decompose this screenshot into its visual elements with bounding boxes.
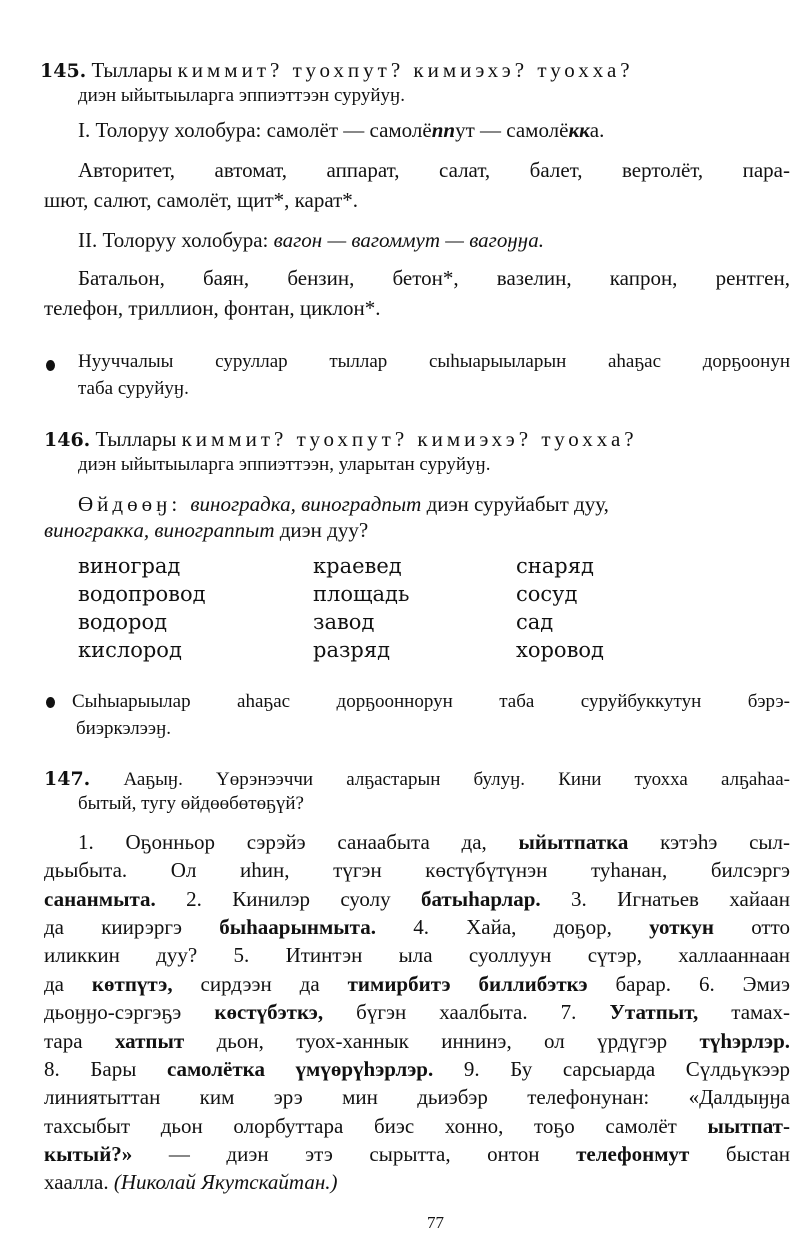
word: разряд <box>313 638 391 662</box>
text-line <box>78 828 790 856</box>
hint-line2 <box>44 516 368 544</box>
bold-word: уоткун <box>649 915 714 939</box>
model-text: ут — самолё <box>455 118 569 142</box>
text-segment: — диэн этэ сырытта, онтон <box>132 1142 577 1166</box>
bold-word: самолётка үмүөрүһэрлэр. <box>166 1057 434 1081</box>
text-line <box>44 885 790 913</box>
exercise-number: 147. <box>44 768 91 790</box>
exercise-145-heading <box>40 56 634 85</box>
model-text: I. Толоруу холобура: самолёт — самолё <box>78 118 432 142</box>
text-line <box>44 1055 790 1083</box>
text-segment: быстан <box>689 1142 790 1166</box>
text-line <box>44 856 790 884</box>
note-146-line2: биэркэлээӈ. <box>76 718 171 739</box>
word: завод <box>313 610 375 634</box>
text-segment: 9. Бу сарсыарда Сүлдьүкээр <box>433 1057 790 1081</box>
prompt-text: Тыллары <box>91 58 178 82</box>
text-segment: кэтэһэ сыл- <box>628 830 790 854</box>
text-line <box>44 1083 790 1111</box>
text-segment: барар. 6. Эмиэ <box>587 972 791 996</box>
model-I <box>78 116 604 144</box>
text-line <box>44 1027 790 1055</box>
text-segment: да <box>44 972 92 996</box>
bold-word: көтпүтэ, <box>91 972 173 996</box>
text-line <box>44 1168 337 1196</box>
text-line <box>44 913 790 941</box>
word: сад <box>516 610 554 634</box>
text-segment: 2. Кинилэр суолу <box>155 887 421 911</box>
exercise-number: 146. <box>44 429 91 451</box>
model-text: а. <box>589 118 605 142</box>
text-line <box>44 1112 790 1140</box>
bullet-icon <box>46 697 55 708</box>
words-I-line2: шют, салют, самолёт, щит*, карат*. <box>44 188 359 212</box>
note-146-line1: Сыһыарыылар аһаҕас дорҕооннорун таба суруйбуккутун бэрэ- <box>72 691 790 712</box>
word: сосуд <box>516 582 578 606</box>
word: хоровод <box>516 638 604 662</box>
bold-word: быһаарынмыта. <box>219 915 377 939</box>
text-segment: отто <box>714 915 790 939</box>
words-II-line1: Батальон, баян, бензин, бетон*, вазелин, капрон, рентген, <box>78 266 790 290</box>
exercise-number: 145. <box>40 60 87 82</box>
note-145-line2: таба суруйуӈ. <box>78 378 189 399</box>
text-segment: 8. Бары <box>44 1057 167 1081</box>
word: водопровод <box>78 582 206 606</box>
text-segment: тара <box>44 1029 115 1053</box>
exercise-146-heading <box>44 425 638 454</box>
text-segment: дьоӈӈо-сэргэҕэ <box>44 1000 215 1024</box>
text-line <box>44 970 790 998</box>
bold-word: сананмыта. <box>44 887 156 911</box>
word: кислород <box>78 638 182 662</box>
hint-text: диэн дуу? <box>274 518 369 542</box>
text-line <box>44 998 790 1026</box>
word: снаряд <box>516 554 594 578</box>
bold-word: батыһарлар. <box>420 887 541 911</box>
text-segment: линиятыттан ким эрэ мин дьиэбэр телефонунан: «Далдыӈӈа <box>44 1085 790 1109</box>
word: водород <box>78 610 168 634</box>
hint-example: виноградка, виноградпыт <box>190 492 422 516</box>
page-number: 77 <box>427 1213 444 1232</box>
text-segment: тахсыбыт дьон олорбуттара биэс хонно, тоҕо самолёт <box>44 1114 708 1138</box>
word: краевед <box>313 554 402 578</box>
text-segment: иликкин дуу? 5. Итинтэн ыла суоллуун сүтэр, халлааннаан <box>44 943 790 967</box>
bold-word: көстүбэткэ, <box>214 1000 324 1024</box>
model-example: вагон — вагоммут — вагоӈӈа. <box>273 228 544 252</box>
bullet-icon <box>46 360 55 371</box>
bold-word: тимирбитэ биллибэткэ <box>347 972 588 996</box>
text-segment: тамах- <box>698 1000 791 1024</box>
prompt-text: Ааҕыӈ. Үөрэнээччи алҕастарын булуӈ. Кини туохха алҕаһаа- <box>123 769 791 790</box>
model-II <box>78 226 544 254</box>
text-line <box>44 941 790 969</box>
bold-word: ыйытпатка <box>518 830 629 854</box>
bold-word: түһэрлэр. <box>699 1029 791 1053</box>
model-suffix: пп <box>431 118 456 142</box>
bold-word: ыытпат- <box>707 1114 790 1138</box>
exercise-146-prompt-line2: диэн ыйытыыларга эппиэттээн, уларытан суруйуӈ. <box>78 454 491 475</box>
hint-line1 <box>78 490 609 518</box>
source-citation: (Николай Якутскайтан.) <box>113 1170 338 1194</box>
bold-word: Утатпыт, <box>609 1000 699 1024</box>
text-segment: дьыбыта. Ол иһин, түгэн көстүбүтүнэн туһанан, билсэргэ <box>44 858 790 882</box>
model-text: II. Толоруу холобура: <box>78 228 274 252</box>
model-suffix: кк <box>568 118 590 142</box>
text-segment: 1. Оҕонньор сэрэйэ санаабыта да, <box>78 830 519 854</box>
hint-label: Өйдөөӈ: <box>78 492 191 516</box>
words-I-line1: Авторитет, автомат, аппарат, салат, балет, вертолёт, пара- <box>78 158 790 182</box>
text-segment: 3. Игнатьев хайаан <box>540 887 790 911</box>
text-segment: 4. Хайа, доҕор, <box>376 915 650 939</box>
exercise-145-prompt-line2: диэн ыйытыыларга эппиэттээн суруйуӈ. <box>78 85 405 106</box>
words-II-line2: телефон, триллион, фонтан, циклон*. <box>44 296 381 320</box>
question-words: киммит? туохпут? кимиэхэ? туохха? <box>177 58 634 82</box>
bold-word: кытый?» <box>44 1142 133 1166</box>
text-segment: да киирэргэ <box>44 915 220 939</box>
bold-word: телефонмут <box>576 1142 690 1166</box>
text-segment: бүгэн хаалбыта. 7. <box>323 1000 610 1024</box>
hint-text: диэн суруйабыт дуу, <box>421 492 609 516</box>
word: площадь <box>313 582 410 606</box>
question-words: киммит? туохпут? кимиэхэ? туохха? <box>181 427 638 451</box>
word: виноград <box>78 554 181 578</box>
text-line <box>44 1140 790 1168</box>
text-segment: хаалла. <box>44 1170 114 1194</box>
exercise-147-prompt-line2: бытый, тугу өйдөөбөтөҕүй? <box>78 793 304 814</box>
note-145-line1: Нууччалыы суруллар тыллар сыһыарыыларын аһаҕас дорҕоонун <box>78 351 790 372</box>
hint-example: винограккa, винограппыт <box>44 518 275 542</box>
text-segment: сирдээн да <box>172 972 348 996</box>
prompt-text: Тыллары <box>95 427 182 451</box>
bold-word: хатпыт <box>114 1029 185 1053</box>
text-segment: дьон, туох-ханнык иннинэ, ол үрдүгэр <box>184 1029 700 1053</box>
